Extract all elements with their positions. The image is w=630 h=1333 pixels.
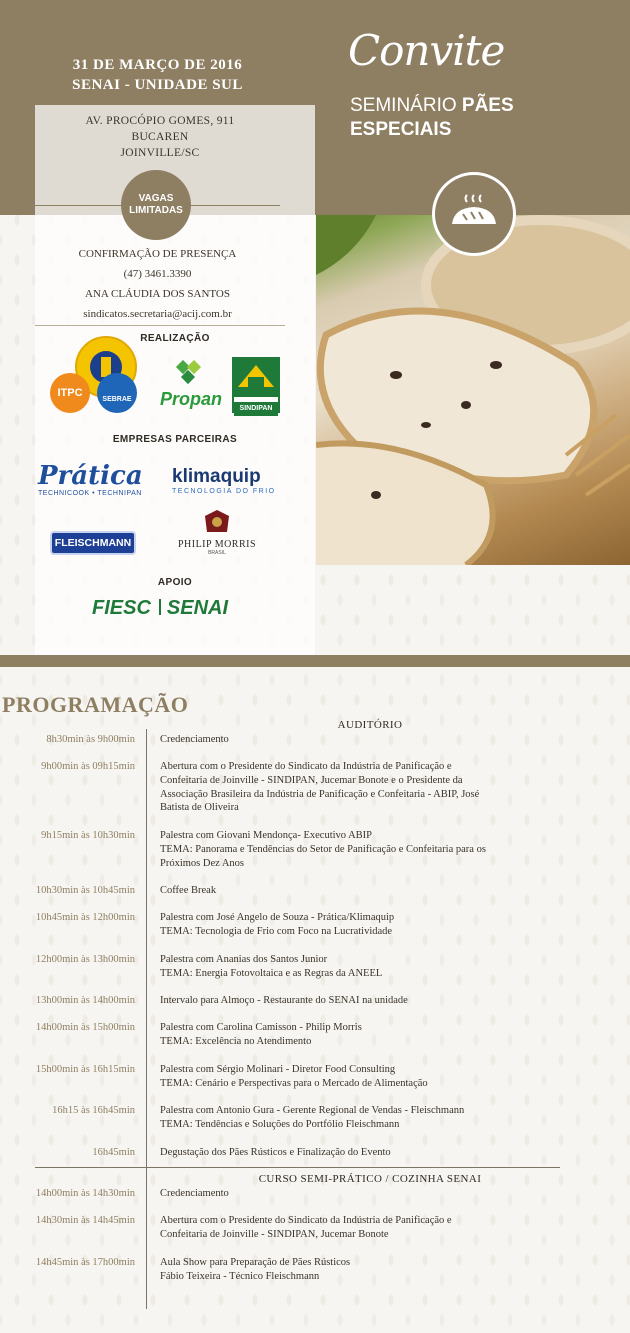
schedule-time: 14h00min às 14h30min: [35, 1188, 135, 1199]
schedule-time: 16h45min: [92, 1147, 135, 1158]
philip-morris-subtitle: BRASIL: [208, 550, 226, 556]
sindipan-logo: [232, 357, 280, 413]
address-district: BUCAREN: [131, 131, 189, 143]
schedule-time: 14h45min às 17h00min: [35, 1257, 135, 1268]
propan-icon: [174, 360, 204, 386]
schedule-desc: Credenciamento: [160, 1188, 229, 1199]
event-date: 31 DE MARÇO DE 2016: [72, 57, 243, 73]
senai-wordmark: SENAI: [166, 597, 229, 619]
address-block: [35, 113, 285, 161]
rsvp-phone: (47) 3461.3390: [123, 268, 192, 280]
schedule-time: 9h15min às 10h30min: [41, 830, 135, 841]
schedule-desc: Intervalo para Almoço - Restaurante do SENAI na unidade: [160, 995, 408, 1006]
schedule-desc: Credenciamento: [160, 734, 229, 745]
bread-photo: [316, 215, 630, 565]
rsvp-email[interactable]: sindicatos.secretaria@acij.com.br: [83, 308, 232, 320]
klimaquip-wordmark: klimaquip: [172, 466, 261, 487]
schedule-time: 14h00min às 15h00min: [35, 1022, 135, 1033]
schedule-desc: Palestra com Carolina Camisson - Philip Morris TEMA: Excelência no Atendimento: [160, 1022, 362, 1047]
seminar-title-light: SEMINÁRIO: [350, 95, 457, 116]
schedule-time: 13h00min às 14h00min: [35, 995, 135, 1006]
bread-icon: [432, 172, 516, 256]
badge-line2: LIMITADAS: [129, 205, 183, 216]
philip-morris-logo: [176, 508, 258, 556]
schedule-time: 9h00min às 09h15min: [41, 761, 135, 772]
schedule-desc: Abertura com o Presidente do Sindicato da Indústria de Panificação e Confeitaria de Joinville - SINDIPAN, Jucemar Bonote: [160, 1215, 452, 1240]
fiesc-senai-logo: [92, 597, 232, 620]
philip-morris-crest: [202, 508, 232, 534]
sindipan-wordmark: SINDIPAN: [234, 402, 278, 416]
klimaquip-subtitle: TECNOLOGIA DO FRIO: [172, 488, 276, 495]
address-city: JOINVILLE/SC: [120, 147, 200, 159]
rsvp-name: ANA CLÁUDIA DOS SANTOS: [85, 288, 230, 300]
apoio-heading: APOIO: [157, 577, 193, 588]
schedule-desc: Palestra com José Angelo de Souza - Prática/Klimaquip TEMA: Tecnologia de Frio com Foco na Lucratividade: [160, 912, 395, 937]
schedule-desc: Degustação dos Pães Rústicos e Finalização do Evento: [160, 1147, 391, 1158]
propan-wordmark: Propan: [160, 389, 223, 409]
curso-heading: CURSO SEMI-PRÁTICO / COZINHA SENAI: [258, 1173, 482, 1185]
sebrae-logo: SEBRAE: [97, 373, 137, 413]
rsvp-label: CONFIRMAÇÃO DE PRESENÇA: [78, 248, 237, 260]
bread-illustration: [316, 215, 630, 565]
schedule-desc: Palestra com Sérgio Molinari - Diretor Food Consulting TEMA: Cenário e Perspectivas para o Mercado de Alimentação: [160, 1064, 428, 1089]
limited-seats-badge: [121, 170, 191, 240]
address-street: AV. PROCÓPIO GOMES, 911: [85, 115, 235, 127]
philip-morris-wordmark: PHILIP MORRIS: [177, 539, 257, 550]
schedule-desc: Coffee Break: [160, 885, 217, 896]
schedule-time: 10h45min às 12h00min: [35, 912, 135, 923]
schedule-time: 15h00min às 16h15min: [35, 1064, 135, 1075]
schedule-time: 8h30min às 9h00min: [46, 734, 135, 745]
rsvp-block: [35, 244, 280, 324]
divider: [35, 325, 285, 326]
section-divider-band: [0, 655, 630, 667]
program-title: PROGRAMAÇÃO: [2, 692, 189, 717]
fiesc-wordmark: FIESC: [92, 597, 151, 619]
pratica-subtitle: TECHNICOOK • TECHNIPAN: [38, 490, 142, 497]
timeline-vertical-line: [146, 729, 147, 1309]
timeline-horizontal-line: [35, 1167, 560, 1168]
propan-logo: [160, 360, 223, 410]
realizacao-heading: REALIZAÇÃO: [140, 333, 210, 344]
pratica-wordmark: Prática: [38, 461, 143, 491]
schedule-time: 10h30min às 10h45min: [35, 885, 135, 896]
seminar-title: [350, 94, 514, 142]
event-date-block: [0, 55, 315, 105]
schedule-desc: Palestra com Giovani Mendonça- Executivo ABIP TEMA: Panorama e Tendências do Setor de Panificação e Confeitaria para os Próximos Dez Anos: [160, 830, 486, 869]
schedule-time: 14h30min às 14h45min: [35, 1215, 135, 1226]
logo-separator: [151, 599, 161, 615]
invite-title: Convite: [348, 26, 505, 75]
auditorio-heading: AUDITÓRIO: [337, 719, 403, 731]
itpc-logo: ITPC: [50, 373, 90, 413]
sindipan-emblem: [234, 359, 278, 397]
seminar-title-line2: ESPECIAIS: [350, 119, 452, 140]
event-venue: SENAI - UNIDADE SUL: [72, 77, 243, 93]
schedule-desc: Aula Show para Preparação de Pães Rústicos Fábio Teixeira - Técnico Fleischmann: [160, 1257, 351, 1282]
seminar-title-bold: PÃES: [461, 95, 514, 116]
schedule-time: 16h15 às 16h45min: [52, 1105, 135, 1116]
schedule-desc: Abertura com o Presidente do Sindicato da Indústria de Panificação e Confeitaria de Joinville - SINDIPAN, Jucemar Bonote e o Presidente da Associação Brasileira da Indústria de Panificação e Confeitaria - ABIP, José Batista de Oliveira: [160, 761, 480, 814]
badge-line1: VAGAS: [138, 193, 174, 204]
fleischmann-logo: FLEISCHMANN: [50, 531, 136, 555]
schedule-desc: Palestra com Ananias dos Santos Junior TEMA: Energia Fotovoltaica e as Regras da ANEEL: [160, 954, 383, 979]
parceiras-heading: EMPRESAS PARCEIRAS: [112, 434, 238, 445]
schedule-desc: Palestra com Antonio Gura - Gerente Regional de Vendas - Fleischmann TEMA: Tendências e Soluções do Portfólio Fleischmann: [160, 1105, 465, 1130]
klimaquip-logo: [172, 466, 277, 495]
schedule-time: 12h00min às 13h00min: [35, 954, 135, 965]
bread-loaf-icon: [449, 194, 499, 234]
pratica-logo: [38, 462, 153, 497]
